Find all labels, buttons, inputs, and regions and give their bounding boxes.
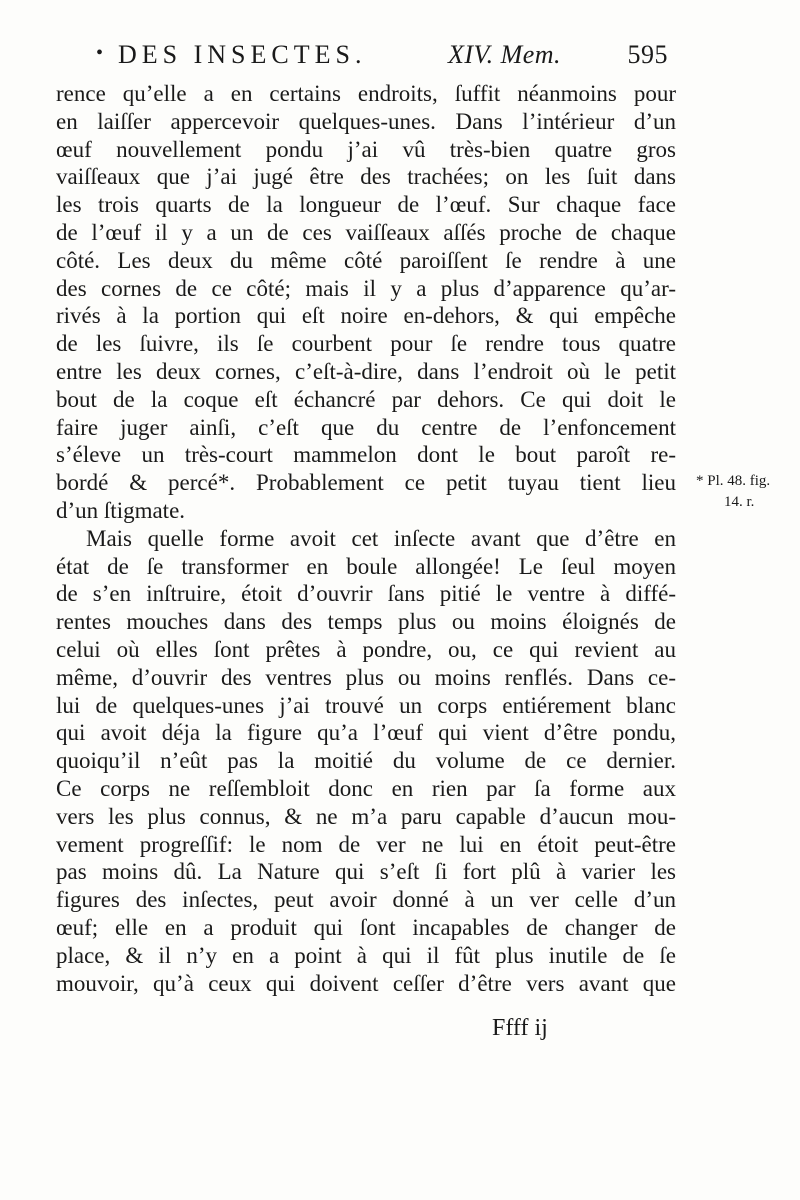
text-line: œuf nouvellement pondu j’ai vû très-bien quatre gros bbox=[56, 136, 676, 162]
text-line: celui où elles ſont prêtes à pondre, ou, ce qui revient au bbox=[56, 636, 676, 662]
memoir-number: XIV. Mem. bbox=[448, 40, 562, 69]
text-line: vement progreſſif: le nom de ver ne lui en étoit peut-être bbox=[56, 831, 676, 857]
text-line: rivés à la portion qui eſt noire en-dehors, & qui empêche bbox=[56, 303, 676, 329]
printer-signature-mark: Ffff ij bbox=[492, 1015, 548, 1041]
text-line: mouvoir, qu’à ceux qui doivent ceſſer d’être vers avant que bbox=[56, 970, 676, 996]
text-line: figures des inſectes, peut avoir donné à un ver celle d’un bbox=[56, 887, 676, 913]
header-bullet: • bbox=[96, 42, 104, 64]
page-header bbox=[96, 40, 668, 80]
text-line: des cornes de ce côté; mais il y a plus d’apparence qu’ar- bbox=[56, 275, 676, 301]
text-line: de les ſuivre, ils ſe courbent pour ſe rendre tous quatre bbox=[56, 331, 676, 357]
text-line: bordé & percé*. Probablement ce petit tuyau tient lieu bbox=[56, 470, 676, 496]
text-line: qui avoit déja la figure qu’a l’œuf qui vient d’être pondu, bbox=[56, 720, 676, 746]
text-line: rence qu’elle a en certains endroits, ſuffit néanmoins pour bbox=[56, 81, 676, 106]
text-line: d’un ſtigmate. bbox=[56, 497, 186, 523]
text-line: rentes mouches dans des temps plus ou moins éloignés de bbox=[56, 609, 676, 635]
text-line: bout de la coque eſt échancré par dehors. Ce qui doit le bbox=[56, 386, 676, 412]
page-number: 595 bbox=[627, 40, 668, 69]
margin-note-plate-ref: * Pl. 48. fig. bbox=[696, 473, 771, 489]
text-line: œuf; elle en a produit qui ſont incapables de changer de bbox=[56, 914, 676, 940]
text-line: les trois quarts de la longueur de l’œuf. Sur chaque face bbox=[56, 192, 676, 218]
text-line: état de ſe transformer en boule allongée! Le ſeul moyen bbox=[56, 553, 676, 579]
text-line: de s’en inſtruire, étoit d’ouvrir ſans pitié le ventre à diffé- bbox=[56, 581, 676, 607]
text-line: quoiqu’il n’eût pas la moitié du volume de ce dernier. bbox=[56, 748, 676, 774]
body-text bbox=[56, 80, 676, 997]
text-line: faire juger ainſi, c’eſt que du centre de l’enfoncement bbox=[56, 414, 676, 440]
text-line: entre les deux cornes, c’eſt-à-dire, dans l’endroit où le petit bbox=[56, 358, 676, 384]
text-line: même, d’ouvrir des ventres plus ou moins renflés. Dans ce- bbox=[56, 664, 676, 690]
text-line: de l’œuf il y a un de ces vaiſſeaux aſſés proche de chaque bbox=[56, 219, 676, 245]
text-line: s’éleve un très-court mammelon dont le bout paroît re- bbox=[56, 442, 676, 468]
text-line: côté. Les deux du même côté paroiſſent ſe rendre à une bbox=[56, 247, 676, 273]
text-line: vers les plus connus, & ne m’a paru capable d’aucun mou- bbox=[56, 803, 676, 829]
running-title: DES INSECTES. bbox=[118, 40, 367, 69]
text-line: Mais quelle forme avoit cet inſecte avant que d’être en bbox=[86, 525, 676, 551]
text-line: en laiſſer appercevoir quelques-unes. Dans l’intérieur d’un bbox=[56, 108, 676, 134]
margin-note-fig-ref: 14. r. bbox=[724, 494, 755, 510]
text-line: vaiſſeaux que j’ai jugé être des trachées; on les ſuit dans bbox=[56, 164, 676, 190]
text-line: place, & il n’y en a point à qui il fût plus inutile de ſe bbox=[56, 942, 676, 968]
text-line: Ce corps ne reſſembloit donc en rien par ſa forme aux bbox=[56, 775, 676, 801]
text-line: pas moins dû. La Nature qui s’eſt ſi fort plû à varier les bbox=[56, 859, 676, 885]
text-line: lui de quelques-unes j’ai trouvé un corps entiérement blanc bbox=[56, 692, 676, 718]
